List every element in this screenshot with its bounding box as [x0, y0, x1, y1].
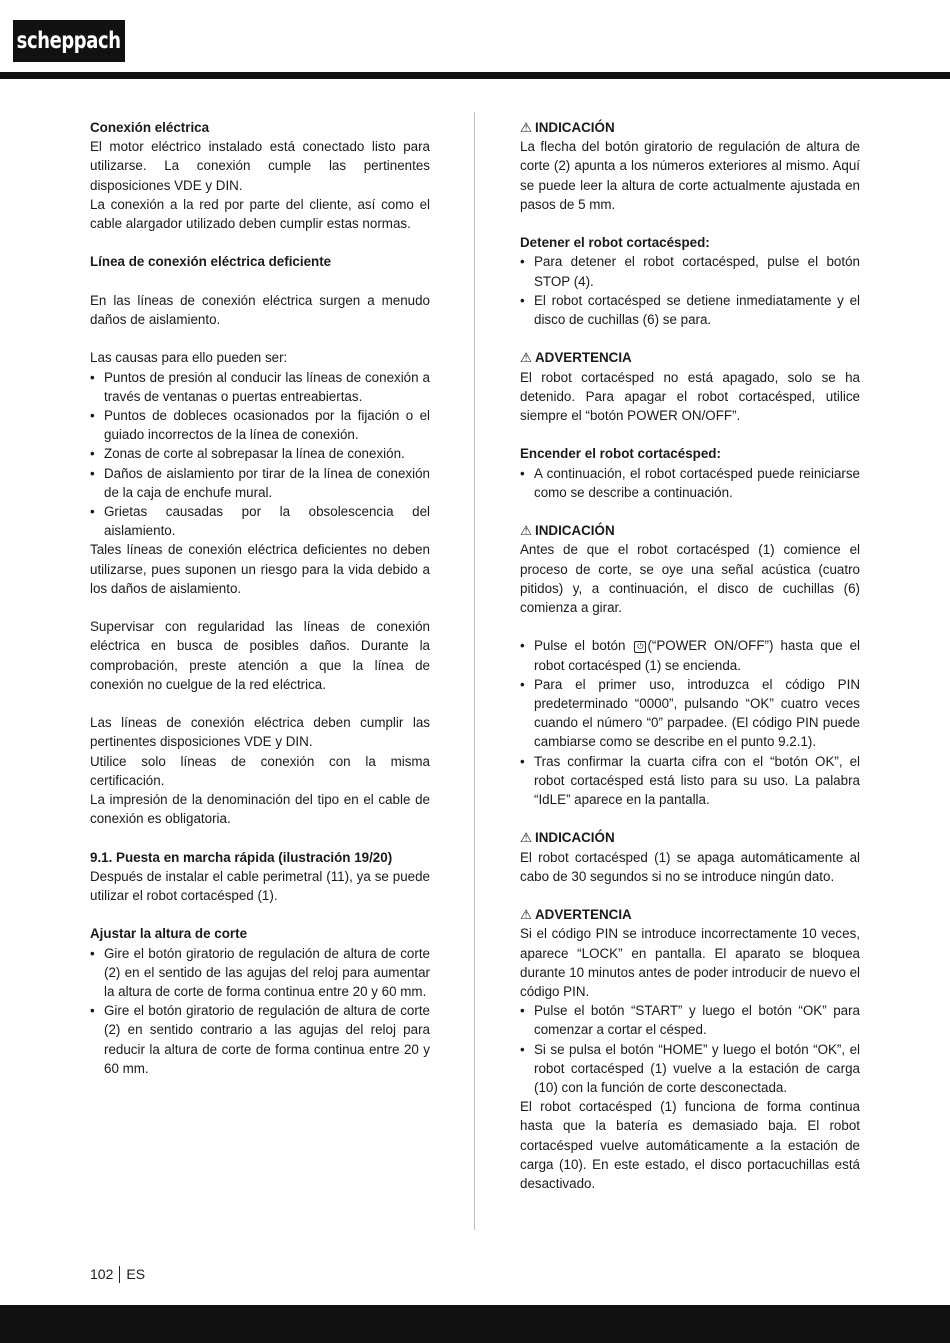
list-item: • Gire el botón giratorio de regulación de altura de corte (2) en sentido contrario a las agujas del reloj para reducir la altura de corte de forma continua entre 20 y 60 mm.: [90, 1001, 430, 1078]
paragraph: En las líneas de conexión eléctrica surgen a menudo daños de aislamiento.: [90, 292, 430, 327]
language-code: ES: [126, 1266, 146, 1282]
paragraph: La conexión a la red por parte del cliente, así como el cable alargador utilizado deben cumplir estas normas.: [90, 196, 430, 232]
list-item: • Para detener el robot cortacésped, pulse el botón STOP (4).: [520, 252, 860, 290]
warning-triangle-icon: ⚠: [520, 120, 533, 135]
bullet-list: [520, 636, 860, 809]
list-item: • Para el primer uso, introduzca el código PIN predeterminado “0000”, pulsando “OK” cuatro veces cuando el número “0” parpadee. (El código PIN puede cambiarse como se describe en el punto 9.2.1).: [520, 675, 860, 752]
column-divider: [474, 112, 475, 1230]
paragraph: Si el código PIN se introduce incorrectamente 10 veces, aparece “LOCK” en pantalla. El aparato se bloquea durante 10 minutos antes de poder introducir de nuevo el código PIN.: [520, 926, 860, 1000]
section-title: Ajustar la altura de corte: [90, 926, 248, 942]
list-item: • A continuación, el robot cortacésped puede reiniciarse como se describe a continuación.: [520, 464, 860, 502]
paragraph: El robot cortacésped (1) se apaga automáticamente al cabo de 30 segundos si no se introduce ningún dato.: [520, 849, 860, 884]
list-item: • Zonas de corte al sobrepasar la línea de conexión.: [90, 444, 430, 463]
warning-triangle-icon: ⚠: [520, 907, 533, 923]
paragraph: El motor eléctrico instalado está conectado listo para utilizarse. La conexión cumple las pertinentes disposiciones VDE y DIN.: [90, 139, 430, 193]
list-item: • Puntos de dobleces ocasionados por la fijación o el guiado incorrectos de la línea de conexión.: [90, 406, 430, 444]
paragraph: El robot cortacésped no está apagado, solo se ha detenido. Para apagar el robot cortacésped, utilice siempre el “botón POWER ON/OFF”.: [520, 369, 860, 424]
note-title: ⚠ INDICACIÓN: [520, 521, 860, 540]
list-item: • Si se pulsa el botón “HOME” y luego el botón “OK”, el robot cortacésped (1) vuelve a la estación de carga (10) con la función de corte desconectada.: [520, 1040, 860, 1098]
bullet-list: [520, 252, 860, 329]
bullet-list: [90, 944, 430, 1078]
bullet-list: [520, 1001, 860, 1097]
warning-triangle-icon: ⚠: [520, 523, 533, 539]
paragraph: La flecha del botón giratorio de regulación de altura de corte (2) apunta a los números exteriores al mismo. Aquí se puede leer la altura de corte actualmente ajustada en pasos de 5 mm.: [520, 139, 860, 212]
list-item: • Tras confirmar la cuarta cifra con el “botón OK”, el robot cortacésped está listo para su uso. La palabra “IdLE” aparece en la pantalla.: [520, 752, 860, 810]
paragraph: Después de instalar el cable perimetral (11), ya se puede utilizar el robot cortacésped (1).: [90, 868, 430, 904]
list-item: • El robot cortacésped se detiene inmediatamente y el disco de cuchillas (6) se para.: [520, 291, 860, 329]
warning-triangle-icon: ⚠: [520, 830, 533, 846]
bullet-list: [90, 368, 430, 541]
section-title: 9.1. Puesta en marcha rápida (ilustración 19/20): [90, 849, 393, 865]
page-footer: [90, 1265, 145, 1283]
section-title: Encender el robot cortacésped:: [520, 446, 721, 462]
header-rule: [0, 72, 950, 79]
paragraph: Tales líneas de conexión eléctrica deficientes no deben utilizarse, pues suponen un riesgo para la vida debido a los daños de aislamiento.: [90, 542, 430, 596]
warning-title: ⚠ ADVERTENCIA: [520, 348, 860, 367]
paragraph: Supervisar con regularidad las líneas de conexión eléctrica en busca de posibles daños. Durante la comprobación, preste atención a que la línea de conexión no cuelgue de la red eléctrica.: [90, 619, 430, 692]
warning-triangle-icon: ⚠: [520, 350, 533, 366]
list-item: • Gire el botón giratorio de regulación de altura de corte (2) en el sentido de las agujas del reloj para aumentar la altura de corte de forma continua entre 20 y 60 mm.: [90, 944, 430, 1002]
list-item: • Grietas causadas por la obsolescencia del aislamiento.: [90, 502, 430, 540]
scheppach-logo: scheppach: [13, 20, 125, 62]
paragraph: El robot cortacésped (1) funciona de forma continua hasta que la batería es demasiado baja. El robot cortacésped vuelve automáticamente a la estación de carga (10). En este estado, el disco portacuchillas está desactivado.: [520, 1099, 860, 1192]
paragraph: Las causas para ello pueden ser:: [90, 350, 288, 366]
right-column: [520, 118, 860, 1193]
list-item: • Puntos de presión al conducir las líneas de conexión a través de ventanas o puertas entreabiertas.: [90, 368, 430, 406]
list-item: • Pulse el botón ⏻ (“POWER ON/OFF”) hasta que el robot cortacésped (1) se encienda.: [520, 636, 860, 674]
section-title: Detener el robot cortacésped:: [520, 235, 710, 251]
list-item: • Pulse el botón “START” y luego el botón “OK” para comenzar a cortar el césped.: [520, 1001, 860, 1039]
section-title: Línea de conexión eléctrica deficiente: [90, 254, 332, 270]
power-button-icon: ⏻: [634, 641, 646, 653]
left-column: [90, 118, 430, 1078]
footer-separator: [119, 1266, 120, 1283]
paragraph: Utilice solo líneas de conexión con la misma certificación.: [90, 753, 430, 788]
paragraph: Antes de que el robot cortacésped (1) comience el proceso de corte, se oye una señal acústica (cuatro pitidos) y, a continuación, el disco de cuchillas (6) comienza a girar.: [520, 542, 860, 616]
warning-title: ⚠ ADVERTENCIA: [520, 905, 860, 924]
note-title: ⚠ INDICACIÓN: [520, 828, 860, 847]
section-title: Conexión eléctrica: [90, 120, 210, 135]
page-number: 102: [90, 1266, 114, 1282]
list-item: • Daños de aislamiento por tirar de la línea de conexión de la caja de enchufe mural.: [90, 464, 430, 502]
footer-band: [0, 1305, 950, 1343]
note-title: ⚠ INDICACIÓN: [520, 118, 860, 137]
bullet-list: [520, 464, 860, 502]
paragraph: Las líneas de conexión eléctrica deben cumplir las pertinentes disposiciones VDE y DIN.: [90, 715, 430, 750]
paragraph: La impresión de la denominación del tipo en el cable de conexión es obligatoria.: [90, 792, 430, 827]
